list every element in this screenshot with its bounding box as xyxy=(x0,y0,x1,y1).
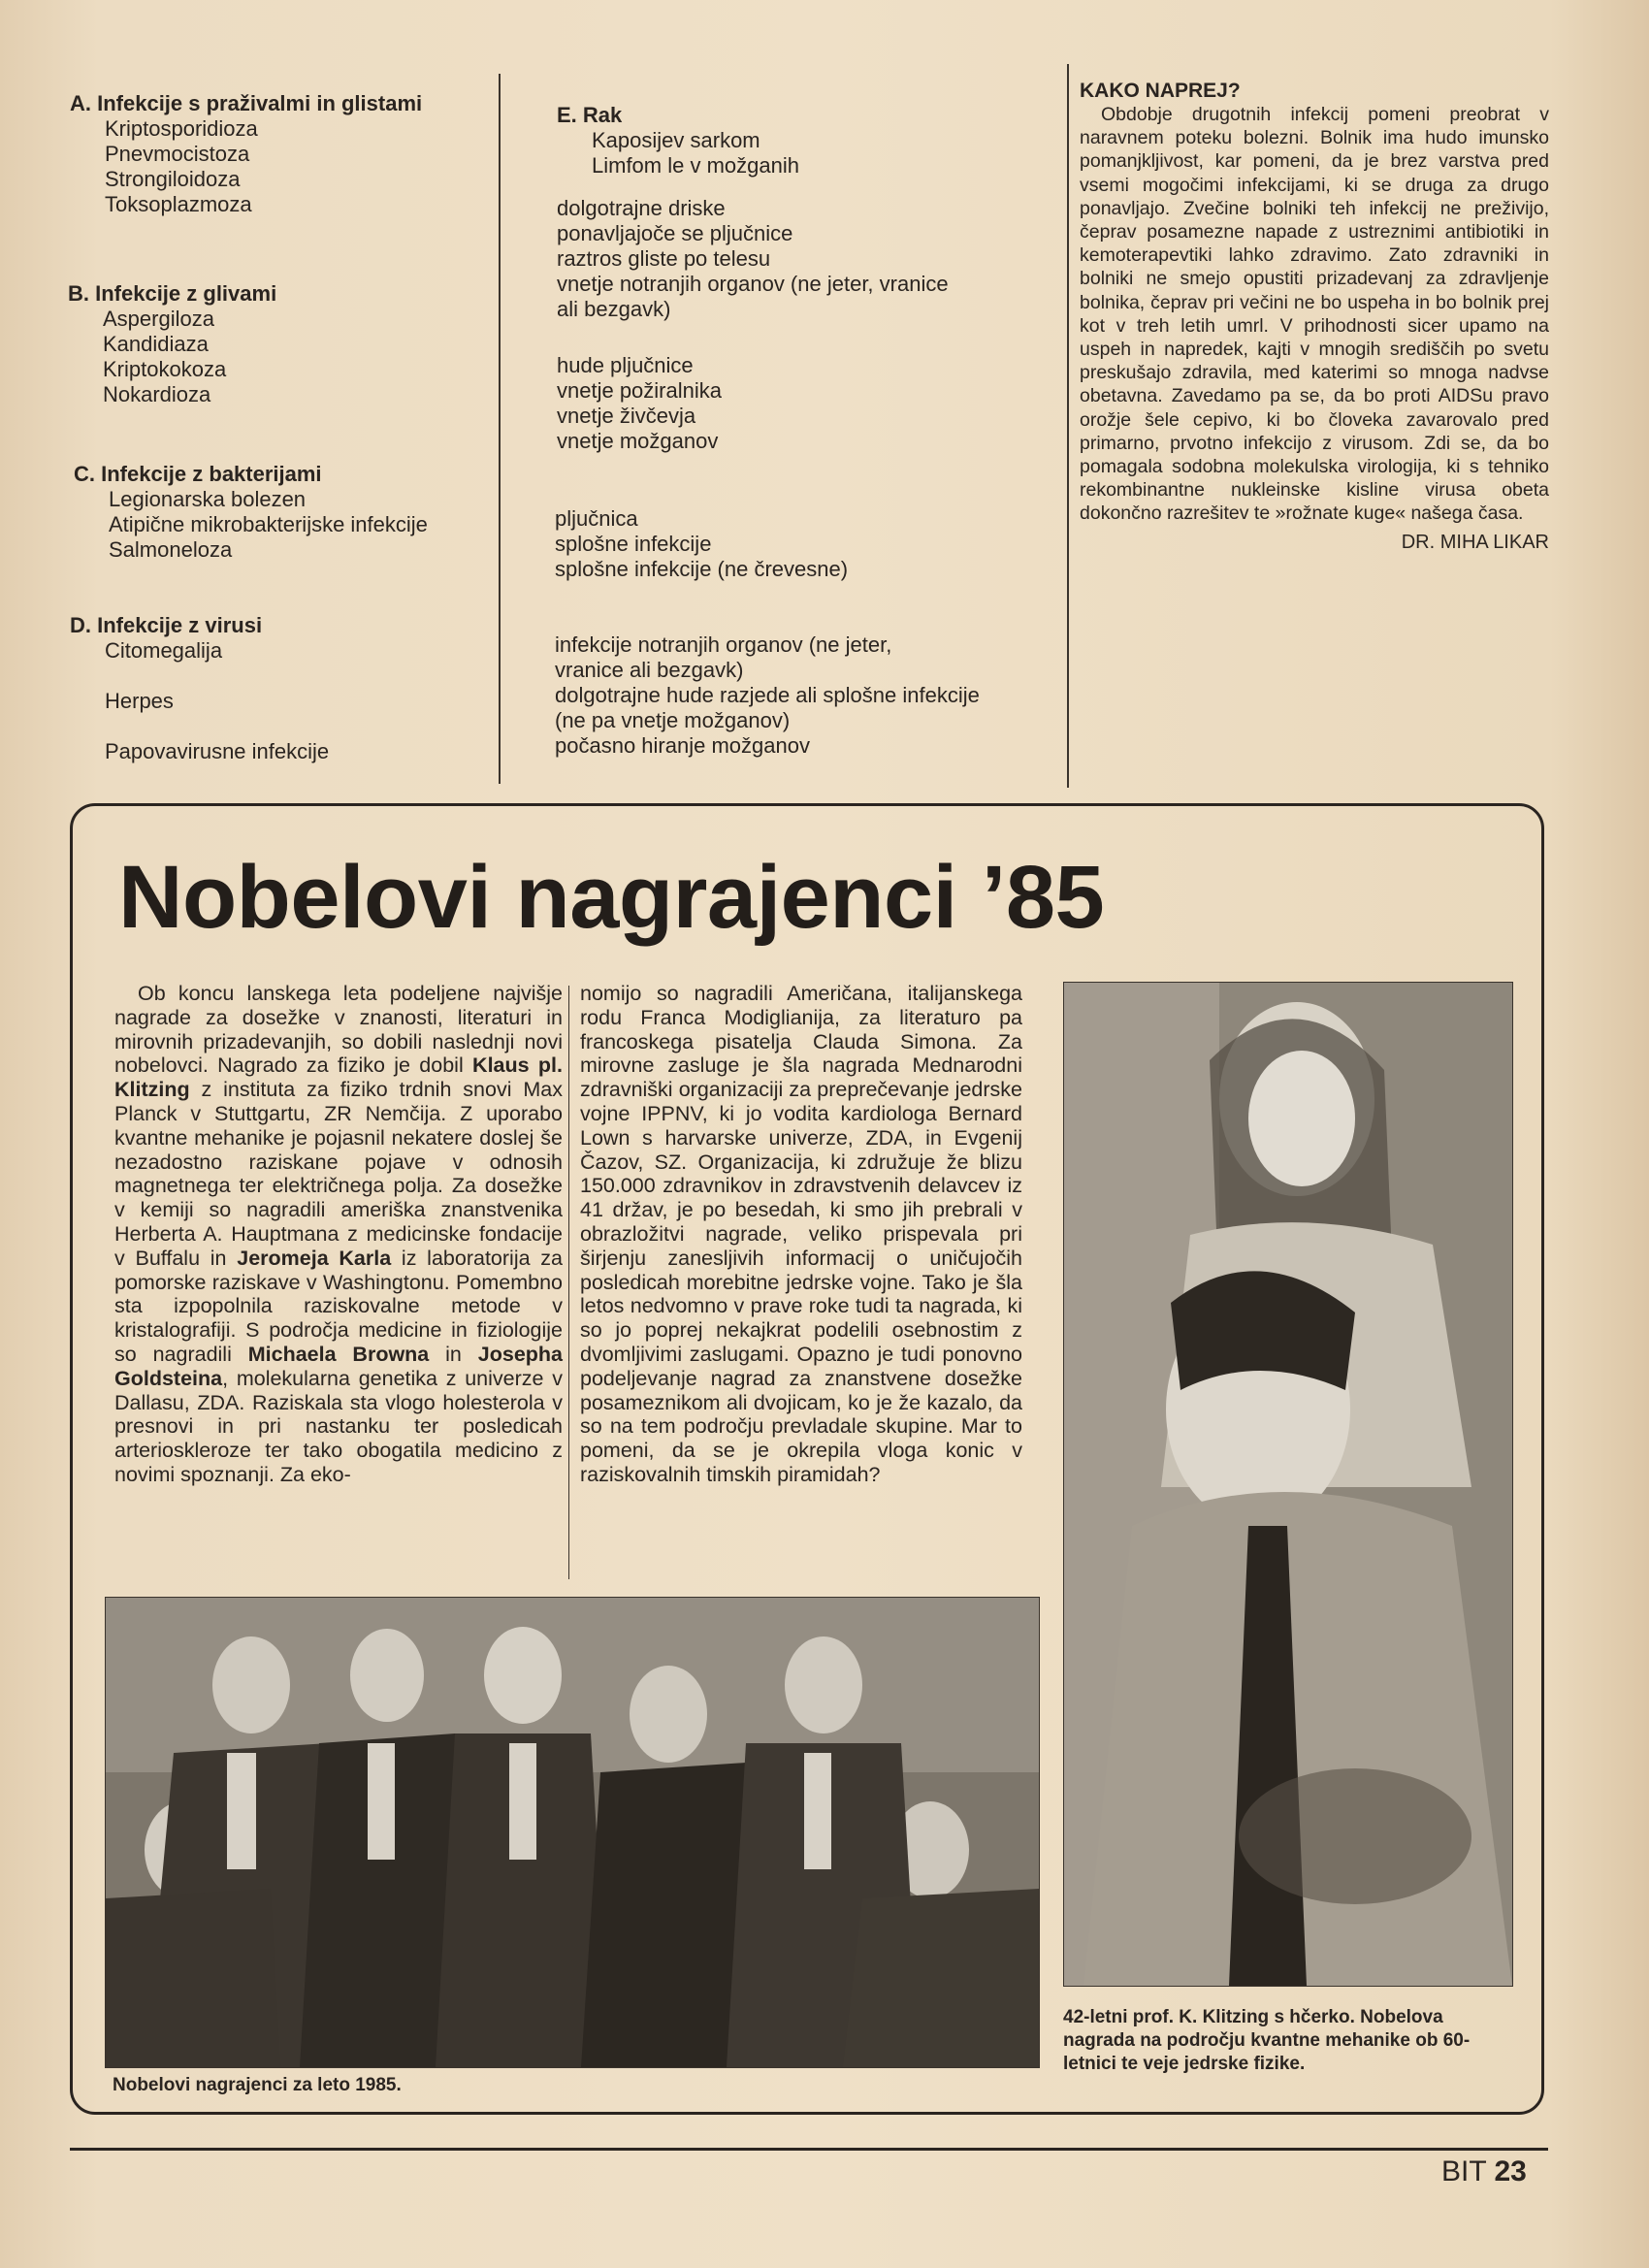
sidebar-author: DR. MIHA LIKAR xyxy=(1401,531,1549,553)
manifestation-item: (ne pa vnetje možganov) xyxy=(555,708,791,732)
manifestation-item: dolgotrajne hude razjede ali splošne infekcije xyxy=(555,683,980,707)
manifestation-item: hude pljučnice xyxy=(557,353,694,377)
laureate-name: Josepha Goldsteina xyxy=(114,1342,563,1390)
portrait-photo xyxy=(1063,982,1513,1987)
group-heading: B. Infekcije z glivami xyxy=(68,281,277,306)
sidebar-title: KAKO NAPREJ? xyxy=(1080,80,1241,102)
manifestation-item: vranice ali bezgavk) xyxy=(555,658,744,682)
manifestation-item: raztros gliste po telesu xyxy=(557,246,771,271)
page-footer xyxy=(1441,2155,1558,2188)
infection-item: Limfom le v možganih xyxy=(592,153,799,178)
manifestation-item: splošne infekcije xyxy=(555,532,712,556)
infection-item: Papovavirusne infekcije xyxy=(105,739,330,763)
infection-item: Kandidiaza xyxy=(103,332,209,356)
manifestation-item: ponavljajoče se pljučnice xyxy=(557,221,793,245)
manifestation-list-1 xyxy=(557,196,1061,322)
manifestation-item: splošne infekcije (ne črevesne) xyxy=(555,557,849,581)
manifestation-item: vnetje požiralnika xyxy=(557,378,722,403)
infection-item: Herpes xyxy=(105,689,174,713)
infection-item: Toksoplazmoza xyxy=(105,192,252,216)
manifestation-item: infekcije notranjih organov (ne jeter, xyxy=(555,632,892,657)
article-column-1 xyxy=(114,982,563,1487)
group-heading: C. Infekcije z bakterijami xyxy=(74,462,322,486)
group-heading: E. Rak xyxy=(557,103,623,127)
infection-group-a xyxy=(70,91,497,217)
manifestation-item: vnetje živčevja xyxy=(557,404,696,428)
manifestation-item: vnetje možganov xyxy=(557,429,719,453)
infection-item: Pnevmocistoza xyxy=(105,142,250,166)
article-column-2 xyxy=(580,982,1022,1487)
manifestation-item: ali bezgavk) xyxy=(557,297,671,321)
infection-group-b xyxy=(68,281,495,407)
manifestation-item: vnetje notranjih organov (ne jeter, vranice xyxy=(557,272,949,296)
infection-item: Atipične mikrobakterijske infekcije xyxy=(109,512,428,536)
footer-rule xyxy=(70,2148,1548,2151)
sidebar-article xyxy=(1080,80,1549,554)
column-divider xyxy=(499,74,501,784)
article-paragraph: nomijo so nagradili Američana, italijanskega rodu Franca Modiglianija, za literaturo pa francoskega pisatelja Clauda Simona. Za mirovne zasluge je šla nagrada Mednarodni zdravniški organizaciji za preprečevanje jedrske vojne IPPNV, ki jo vodita kardiologa Bernard Lown s harvarske univerze, ZDA, in Evgenij Čazov, SZ. Organizacija, ki združuje že blizu 150.000 zdravnikov in zdravstvenih delavcev iz 41 držav, je po besedah, ki smo jih prebrali v obrazložitvi nagrade, veliko prispevala pri širjenju zanesljivih informacij o uničujočih posledicah morebitne jedrske vojne. Tako je šla letos nedvomno v prave roke tudi ta nagrada, ki so jo poprej nekajkrat podelili osebnostim z dvomljivimi zaslugami. Opazno je tudi ponovno podeljevanje nagrad za znanstvene dosežke posameznikom ali dvojicam, ko je že kazalo, da so na tem področju prevladale skupine. Mar to pomeni, da se je okrepila vloga konic v raziskovalnih timskih piramidah? xyxy=(580,982,1022,1486)
article-paragraph: Ob koncu lanskega leta podeljene najvišje nagrade za dosežke v znanosti, literaturi in mirovnih prizadevanjih, so dobili naslednji novi nobelovci. Nagrado za fiziko je dobil Klaus pl. Klitzing z instituta za fiziko trdnih snovi Max Planck v Stuttgartu, ZR Nemčija. Z uporabo kvantne mehanike je pojasnil nekatere doslej še nezadostno raziskane pojave v odnosih magnetnega ter električnega polja. Za dosežke v kemiji so nagradili ameriška znanstvenika Herberta A. Hauptmana z medicinske fondacije v Buffalu in Jeromeja Karla iz laboratorija za pomorske raziskave v Washingtonu. Pomembno sta izpopolnila raziskovalne metode v kristalografiji. S področja medicine in fiziologije so nagradili Michaela Browna in Josepha Goldsteina, molekularna genetika z univerze v Dallasu, ZDA. Raziskala sta vlogo holesterola v presnovi in pri nastanku ter posledicah arterioskleroze ter tako obogatila medicino z novimi spoznanji. Za eko- xyxy=(114,982,563,1486)
infection-item: Strongiloidoza xyxy=(105,167,241,191)
infection-item: Nokardioza xyxy=(103,382,211,406)
manifestation-list-4 xyxy=(555,632,1059,759)
infection-group-d xyxy=(70,613,497,764)
manifestation-item: počasno hiranje možganov xyxy=(555,733,810,758)
manifestation-item: pljučnica xyxy=(555,506,638,531)
article-headline: Nobelovi nagrajenci ’85 xyxy=(118,848,1105,947)
column-divider xyxy=(568,986,569,1579)
infection-group-c xyxy=(74,462,501,563)
group-photo-caption: Nobelovi nagrajenci za leto 1985. xyxy=(113,2075,402,2095)
infection-item: Kriptokokoza xyxy=(103,357,227,381)
infection-item: Aspergiloza xyxy=(103,307,214,331)
portrait-caption: 42-letni prof. K. Klitzing s hčerko. Nobelova nagrada na področju kvantne mehanike ob 60-letnici te veje jedrske fizike. xyxy=(1063,2007,1471,2074)
infection-item: Salmoneloza xyxy=(109,537,233,562)
infection-item: Kriptosporidioza xyxy=(105,116,258,141)
laureate-name: Klaus pl. Klitzing xyxy=(114,1053,563,1102)
laureate-name: Jeromeja Karla xyxy=(237,1246,392,1270)
manifestation-list-2 xyxy=(557,353,1061,454)
laureates-group-photo xyxy=(105,1597,1040,2068)
group-heading: D. Infekcije z virusi xyxy=(70,613,263,637)
infection-group-e xyxy=(557,103,1061,178)
column-divider xyxy=(1067,64,1069,788)
sidebar-body: Obdobje drugotnih infekcij pomeni preobrat v naravnem poteku bolezni. Bolnik ima hudo imunsko pomanjkljivost, kar pomeni, da je brez varstva pred vsemi mogočimi infekcijami, ki se druga za drugo ponavljajo. Zvečine bolniki teh infekcij ne preživijo, čeprav posamezne napade z ustreznimi antibiotiki in kemoterapevtiki lahko zdravimo. Zato zdravniki in bolniki ne smejo opustiti prizadevanj za zdravljenje bolnika, čeprav pri večini ne bo uspeha in bo bolnik prej kot v treh letih umrl. V prihodnosti sicer upamo na uspeh in napredek, kajti v mnogih središčih po svetu preskušajo zdravila, med katerimi so mnoga nadvse obetavna. Zavedamo pa se, da bo proti AIDSu pravo orožje šele cepivo, ki bo človeka zavarovalo pred primarno, prvotno infekcijo z virusom. Zdi se, da bo pomagala sodobna molekulska virologija, ki s tehniko rekombinantne nukleinske kisline virusa obeta dokončno razrešitev te »rožnate kuge« našega časa. xyxy=(1080,104,1549,525)
infection-item: Legionarska bolezen xyxy=(109,487,307,511)
manifestation-item: dolgotrajne driske xyxy=(557,196,726,220)
page-number: 23 xyxy=(1494,2155,1527,2187)
manifestation-list-3 xyxy=(555,506,1059,582)
magazine-name: BIT xyxy=(1441,2155,1487,2187)
infection-item: Citomegalija xyxy=(105,638,223,663)
infection-item: Kaposijev sarkom xyxy=(592,128,760,152)
group-heading: A. Infekcije s praživalmi in glistami xyxy=(70,91,423,115)
laureate-name: Michaela Browna xyxy=(247,1342,430,1366)
